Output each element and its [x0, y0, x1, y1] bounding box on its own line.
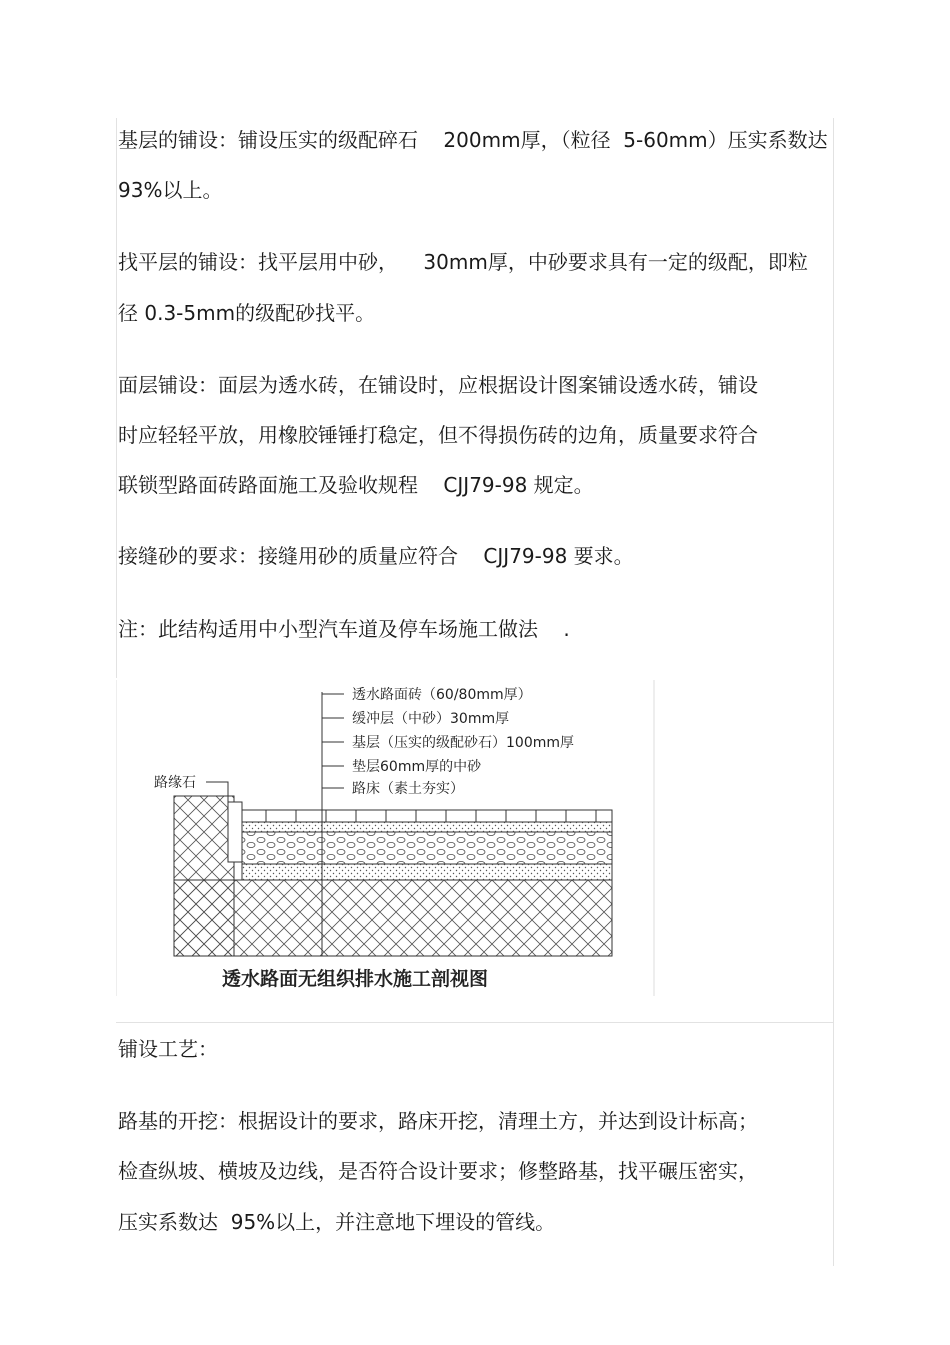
subgrade-layer — [174, 880, 612, 956]
curb-stone — [228, 802, 242, 862]
paragraph-base-line1: 基层的铺设：铺设压实的级配碎石 200mm厚，（粒径 5-60mm）压实系数达 — [118, 128, 828, 152]
paragraph-surface-line3: 联锁型路面砖路面施工及验收规程 CJJ79-98 规定。 — [118, 473, 594, 497]
paragraph-subgrade-line1: 路基的开挖：根据设计的要求，路床开挖，清理土方，并达到设计标高； — [118, 1109, 758, 1133]
paragraph-surface-line1: 面层铺设：面层为透水砖，在铺设时，应根据设计图案铺设透水砖，铺设 — [118, 373, 758, 397]
paragraph-note: 注：此结构适用中小型汽车道及停车场施工做法 . — [118, 617, 570, 641]
frame-line-left — [116, 118, 117, 678]
base-gravel-layer — [242, 832, 612, 864]
paragraph-leveling-line2: 径 0.3-5mm的级配砂找平。 — [118, 301, 376, 325]
label-curb-stone: 路缘石 — [154, 775, 196, 791]
paragraph-surface-line2: 时应轻轻平放，用橡胶锤锤打稳定，但不得损伤砖的边角，质量要求符合 — [118, 423, 758, 447]
paragraph-leveling-line1: 找平层的铺设：找平层用中砂， 30mm厚，中砂要求具有一定的级配，即粒 — [118, 250, 808, 274]
diagram-caption: 透水路面无组织排水施工剖视图 — [222, 968, 489, 990]
leveling-sand-layer — [242, 822, 612, 832]
paragraph-base-line2: 93%以上。 — [118, 178, 223, 202]
paragraph-subgrade-line2: 检查纵坡、横坡及边线，是否符合设计要求；修整路基，找平碾压密实， — [118, 1159, 758, 1183]
label-base-layer: 基层（压实的级配砂石）100mm厚 — [352, 735, 574, 751]
label-subgrade: 路床（素土夯实） — [352, 781, 464, 797]
paragraph-joint-sand: 接缝砂的要求：接缝用砂的质量应符合 CJJ79-98 要求。 — [118, 544, 634, 568]
paragraph-subgrade-line3: 压实系数达 95%以上，并注意地下埋设的管线。 — [118, 1210, 556, 1234]
frame-line-divider — [116, 1022, 834, 1023]
label-permeable-brick: 透水路面砖（60/80mm厚） — [352, 687, 532, 703]
label-cushion-layer: 垫层60mm厚的中砂 — [352, 759, 482, 775]
section-title-paving-process: 铺设工艺： — [118, 1037, 218, 1061]
frame-line-right — [833, 118, 834, 1266]
pavement-cross-section-diagram — [116, 680, 656, 996]
permeable-brick-layer — [242, 810, 612, 822]
cushion-layer — [242, 864, 612, 880]
label-buffer-layer: 缓冲层（中砂）30mm厚 — [352, 711, 510, 727]
